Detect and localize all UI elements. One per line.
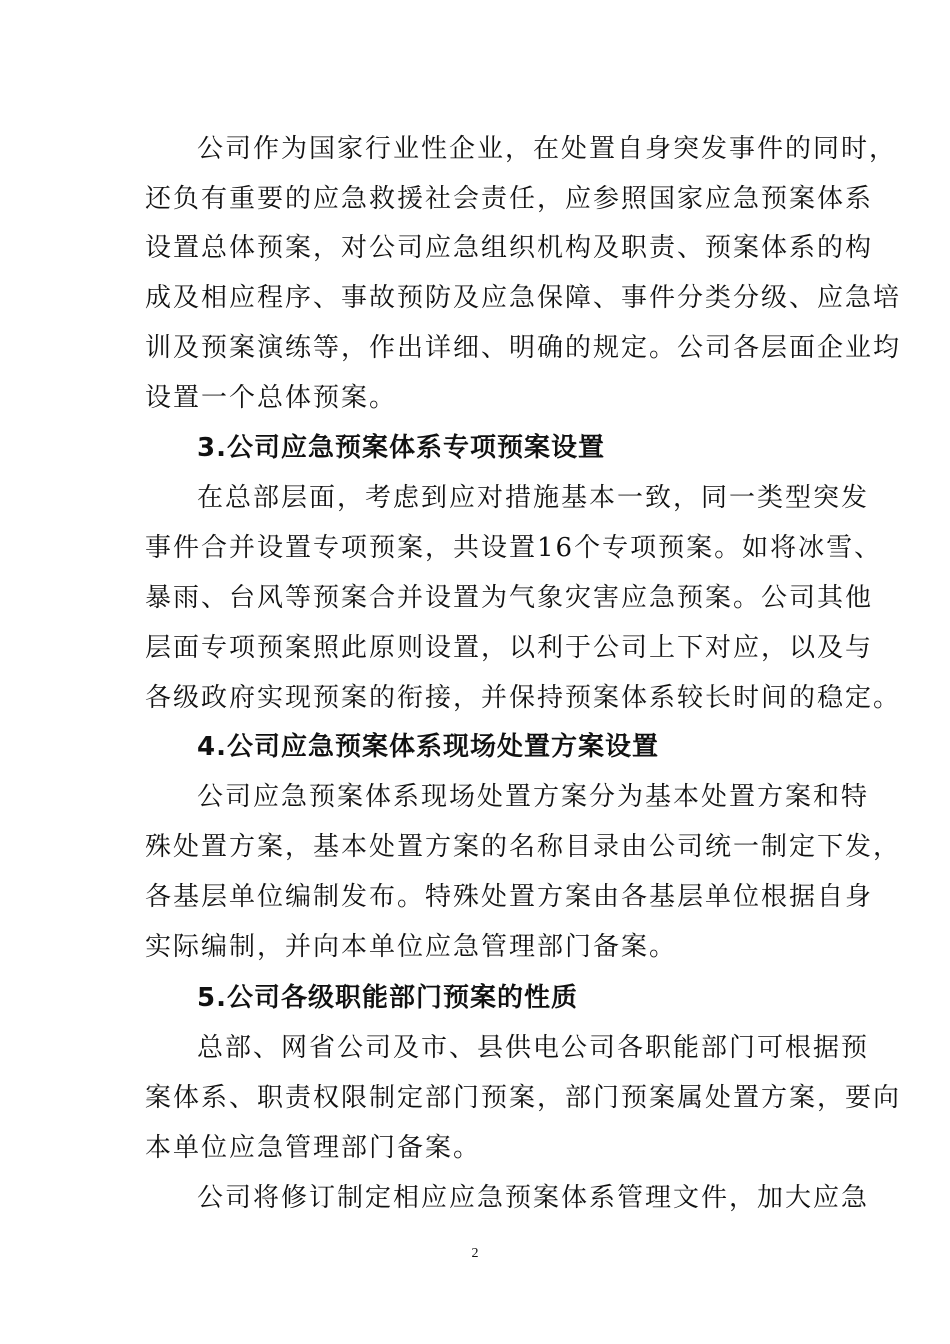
paragraph-line: 案体系、职责权限制定部门预案，部门预案属处置方案，要向	[145, 1083, 902, 1113]
paragraph-line: 公司将修订制定相应应急预案体系管理文件，加大应急	[197, 1183, 870, 1213]
paragraph-line: 实际编制，并向本单位应急管理部门备案。	[145, 932, 678, 962]
paragraph-line: 各级政府实现预案的衔接，并保持预案体系较长时间的稳定。	[145, 683, 902, 713]
paragraph-line: 还负有重要的应急救援社会责任，应参照国家应急预案体系	[145, 184, 874, 214]
paragraph-line: 暴雨、台风等预案合并设置为气象灾害应急预案。公司其他	[145, 583, 874, 613]
paragraph-line: 本单位应急管理部门备案。	[145, 1133, 482, 1163]
paragraph-line: 设置总体预案，对公司应急组织机构及职责、预案体系的构	[145, 233, 874, 263]
paragraph-line: 公司应急预案体系现场处置方案分为基本处置方案和特	[197, 782, 870, 812]
section-heading-4: 4.公司应急预案体系现场处置方案设置	[197, 732, 659, 762]
paragraph-line: 层面专项预案照此原则设置，以利于公司上下对应，以及与	[145, 633, 874, 663]
section-heading-3: 3.公司应急预案体系专项预案设置	[197, 433, 605, 463]
paragraph-line: 在总部层面，考虑到应对措施基本一致，同一类型突发	[197, 483, 870, 513]
paragraph-line: 各基层单位编制发布。特殊处置方案由各基层单位根据自身	[145, 882, 874, 912]
paragraph-line: 事件合并设置专项预案，共设置16个专项预案。如将冰雪、	[145, 533, 883, 563]
paragraph-line: 总部、网省公司及市、县供电公司各职能部门可根据预	[197, 1033, 870, 1063]
paragraph-line: 成及相应程序、事故预防及应急保障、事件分类分级、应急培	[145, 283, 902, 313]
section-heading-5: 5.公司各级职能部门预案的性质	[197, 983, 578, 1013]
paragraph-line: 殊处置方案，基本处置方案的名称目录由公司统一制定下发，	[145, 832, 902, 862]
page-number: 2	[471, 1246, 479, 1261]
paragraph-line: 训及预案演练等，作出详细、明确的规定。公司各层面企业均	[145, 333, 902, 363]
paragraph-line: 设置一个总体预案。	[145, 383, 398, 413]
paragraph-line: 公司作为国家行业性企业，在处置自身突发事件的同时，	[197, 134, 898, 164]
